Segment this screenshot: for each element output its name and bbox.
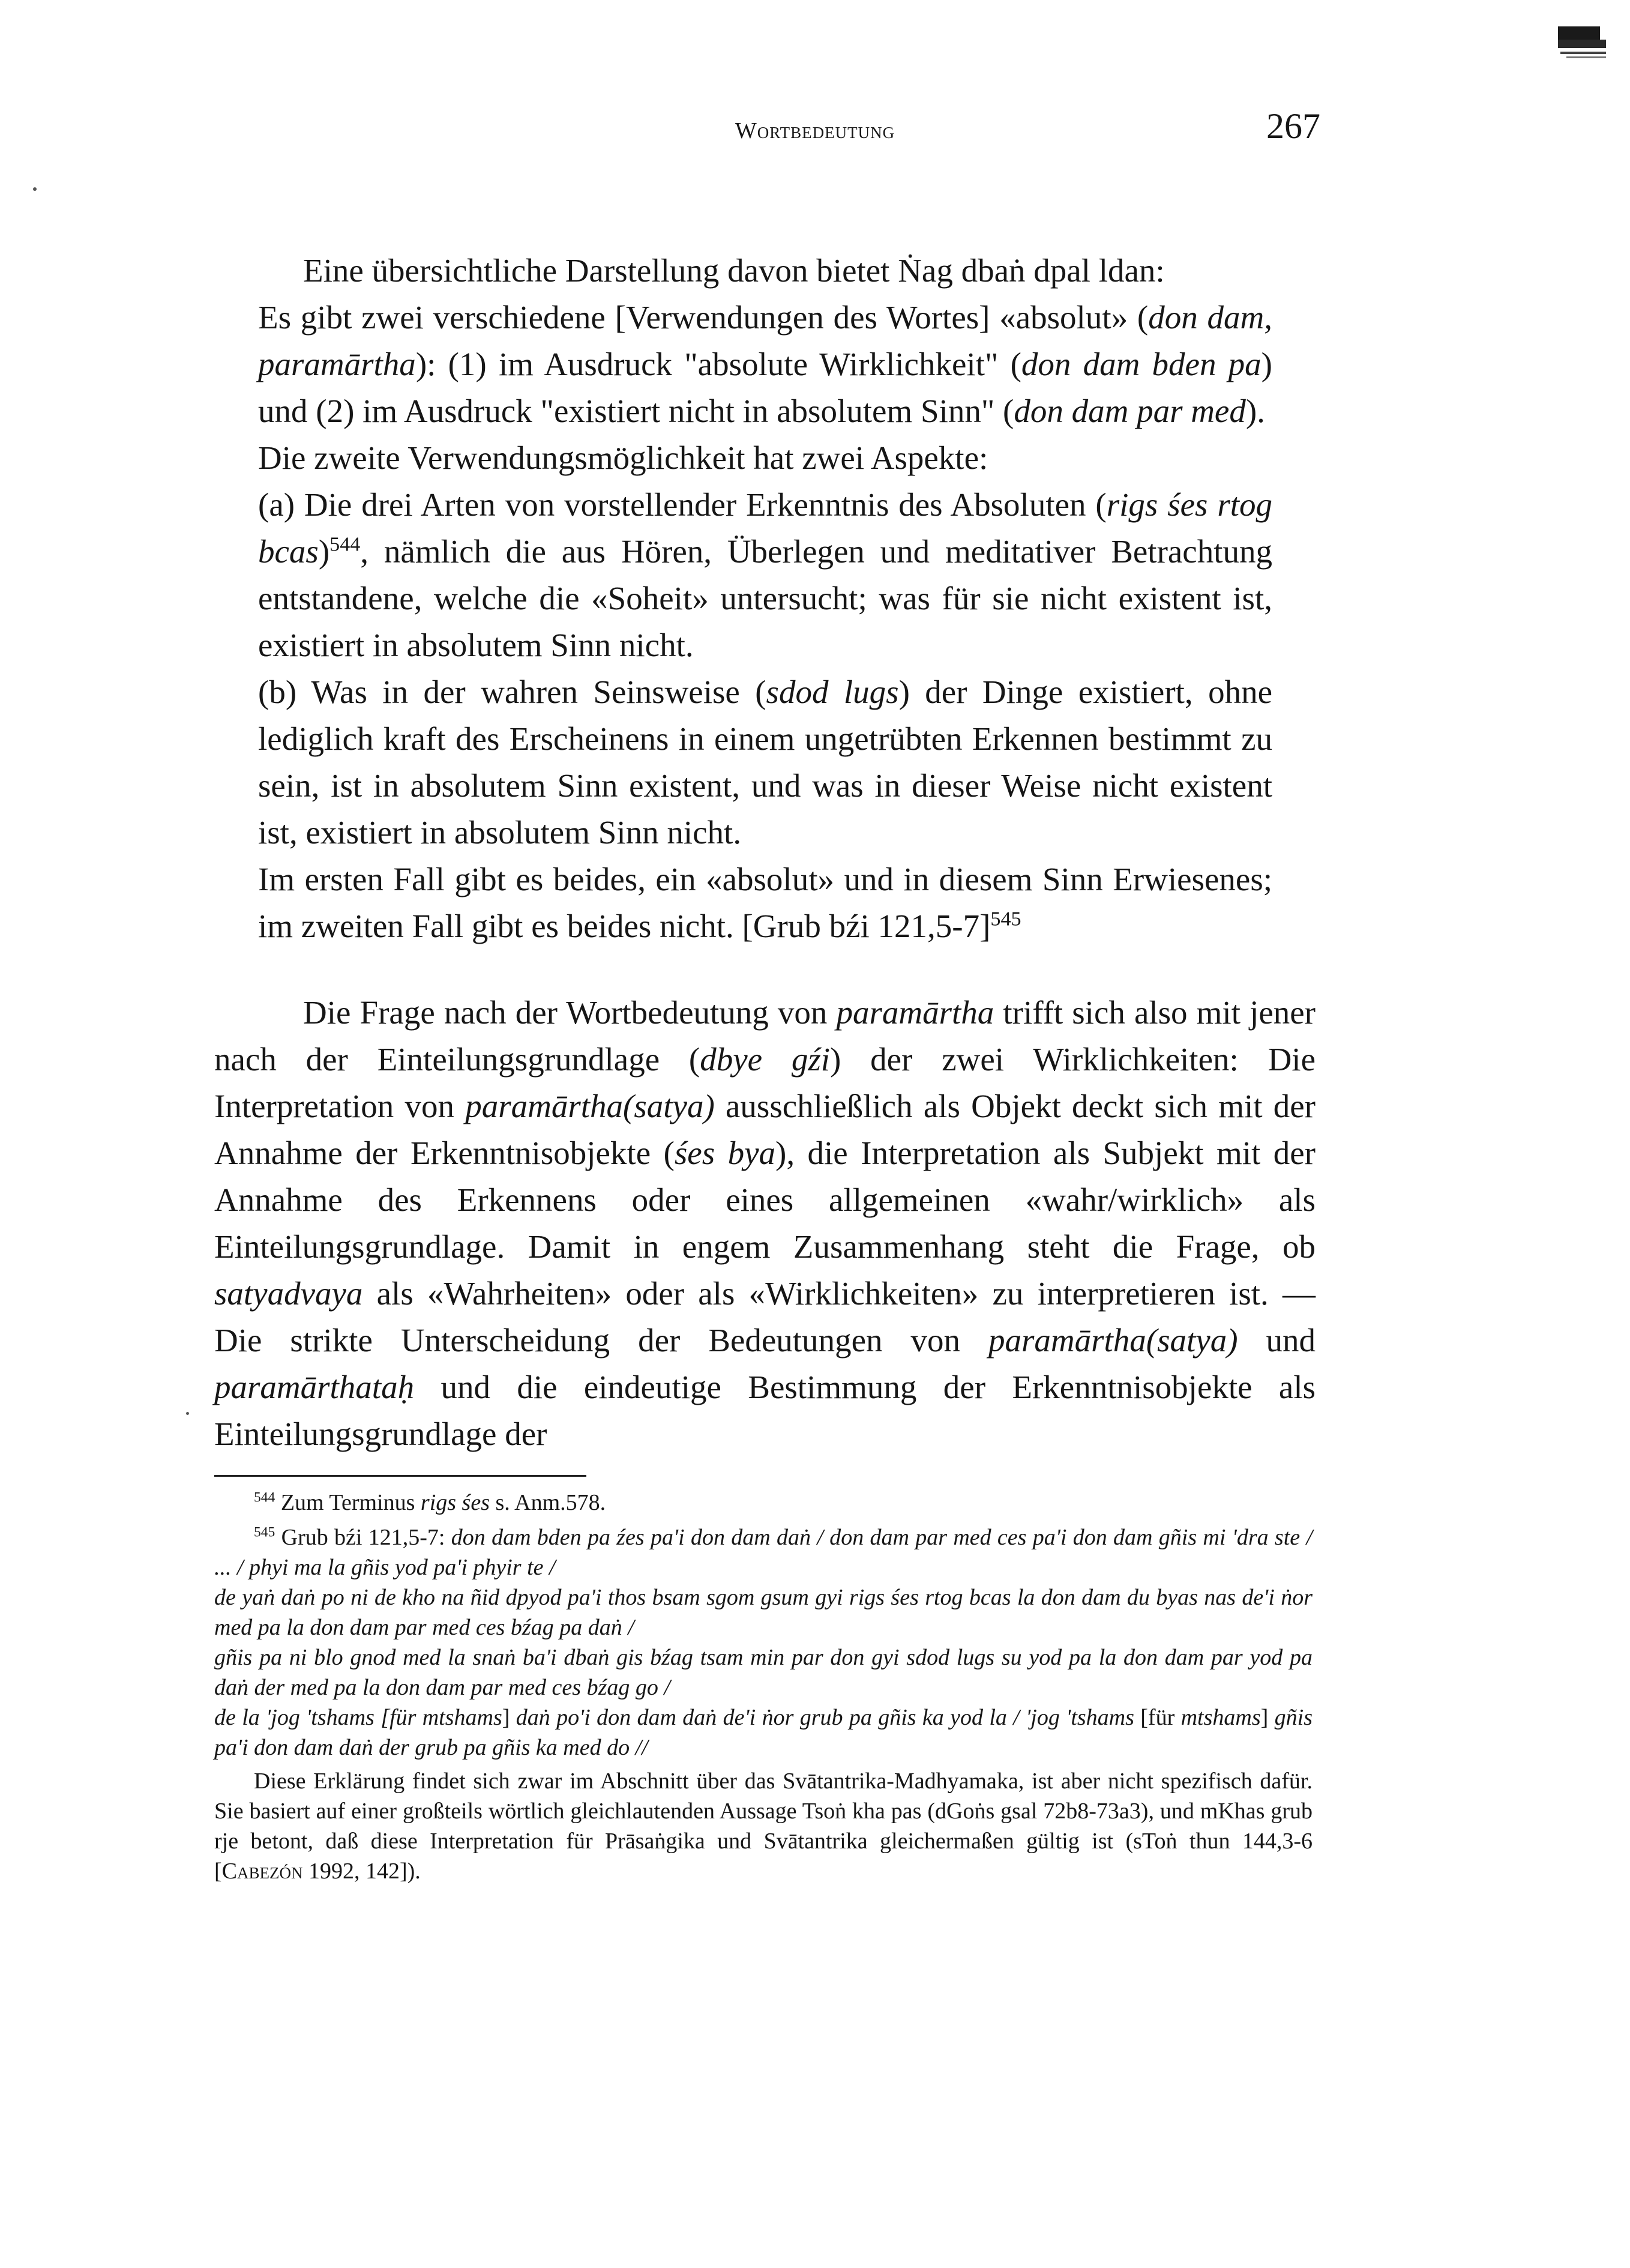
footnote-545-line-2: de yaṅ daṅ po ni de kho na ñid dpyod pa'i thos bsam sgom gsum gyi rigs śes rtog bcas la don dam du byas nas de'i ṅor med pa la don dam par med ces bźag pa daṅ /: [214, 1585, 1313, 1640]
footnote-ref-544: 544: [329, 533, 361, 556]
footnote-544: $^{544}$ Zum Terminus rigs śes s. Anm.578.: [254, 1489, 606, 1515]
main-paragraph: [214, 989, 1316, 1458]
quotation-block: [258, 247, 1272, 950]
page-number: 267: [1266, 106, 1320, 146]
footnote-545: $^{545}$ Grub bźi 121,5-7: don dam bden pa źes pa'i don dam daṅ / don dam par med ces pa'i don dam gñis mi 'dra ste / ... / phyi ma la gñis yod pa'i phyir te /: [214, 1524, 1313, 1580]
footnotes: [214, 1488, 1313, 1886]
footnote-545-line-4: de la 'jog 'tshams [für mtshams] daṅ po'i don dam daṅ de'i ṅor grub pa gñis ka yod la / 'jog 'tshams [für mtshams] gñis pa'i don dam daṅ der grub pa gñis ka med do //: [214, 1705, 1313, 1760]
quote-intro: Eine übersichtliche Darstellung davon bietet Ṅag dbaṅ dpal ldan:: [303, 252, 1165, 289]
quote-paragraph-1: Es gibt zwei verschiedene [Verwendungen des Wortes] «absolut» (don dam, paramārtha): (1) im Ausdruck "absolute Wirklichkeit" (don dam bden pa) und (2) im Ausdruck "existiert nicht in absolutem Sinn" (don dam par med).: [258, 299, 1272, 429]
scan-speck: [33, 187, 37, 191]
quote-paragraph-a: (a) Die drei Arten von vorstellender Erkenntnis des Absoluten (rigs śes rtog bcas)$^{544}$, nämlich die aus Hören, Überlegen und meditativer Betrachtung entstandene, welche die «Soheit» untersucht; was für sie nicht existent ist, existiert in absolutem Sinn nicht.: [258, 486, 1272, 663]
scan-speck: [186, 1412, 189, 1415]
footnote-separator: [214, 1475, 586, 1477]
footnote-545-line-3: gñis pa ni blo gnod med la snaṅ ba'i dbaṅ gis bźag tsam min par don gyi sdod lugs su yod pa la don dam par yod pa daṅ der med pa la don dam par med ces bźag go /: [214, 1645, 1313, 1700]
body-text: Die Frage nach der Wortbedeutung von paramārtha trifft sich also mit jener nach der Einteilungsgrundlage (dbye gźi) der zwei Wirklichkeiten: Die Interpretation von paramārtha(satya) ausschließlich als Objekt deckt sich mit der Annahme der Erkenntnisobjekte (śes bya), die Interpretation als Subjekt mit der Annahme des Erkennens oder eines allgemeinen «wahr/wirklich» als Einteilungsgrundlage. Damit in engem Zusammenhang steht die Frage, ob satyadvaya als «Wahrheiten» oder als «Wirklichkeiten» zu interpretieren ist. — Die strikte Unterscheidung der Bedeutungen von paramārtha(satya) und paramārthataḥ und die eindeutige Bestimmung der Erkenntnisobjekte als Einteilungsgrundlage der: [214, 994, 1316, 1452]
quote-paragraph-3: Im ersten Fall gibt es beides, ein «absolut» und in diesem Sinn Erwiesenes; im zweiten Fall gibt es beides nicht. [Grub bźi 121,5-7]$^{545}$: [258, 861, 1272, 944]
running-header: Wortbedeutung: [735, 118, 895, 143]
scan-corner-mark: [1554, 22, 1610, 68]
footnote-ref-545: 545: [990, 908, 1021, 930]
quote-paragraph-b: (b) Was in der wahren Seinsweise (sdod lugs) der Dinge existiert, ohne lediglich kraft des Erscheinens in einem ungetrübten Erkennen bestimmt zu sein, ist in absolutem Sinn existent, und was in dieser Weise nicht existent ist, existiert in absolutem Sinn nicht.: [258, 674, 1273, 851]
footnote-545-commentary: Diese Erklärung findet sich zwar im Abschnitt über das Svātantrika-Madhyamaka, ist aber nicht spezifisch dafür. Sie basiert auf einer großteils wörtlich gleichlautenden Aussage Tsoṅ kha pas (dGoṅs gsal 72b8-73a3), und mKhas grub rje betont, daß diese Interpretation für Prāsaṅgika und Svātantrika gleichermaßen gültig ist (sToṅ thun 144,3-6 [Cabezón 1992, 142]).: [214, 1769, 1313, 1884]
quote-paragraph-2: Die zweite Verwendungsmöglichkeit hat zwei Aspekte:: [258, 439, 988, 476]
